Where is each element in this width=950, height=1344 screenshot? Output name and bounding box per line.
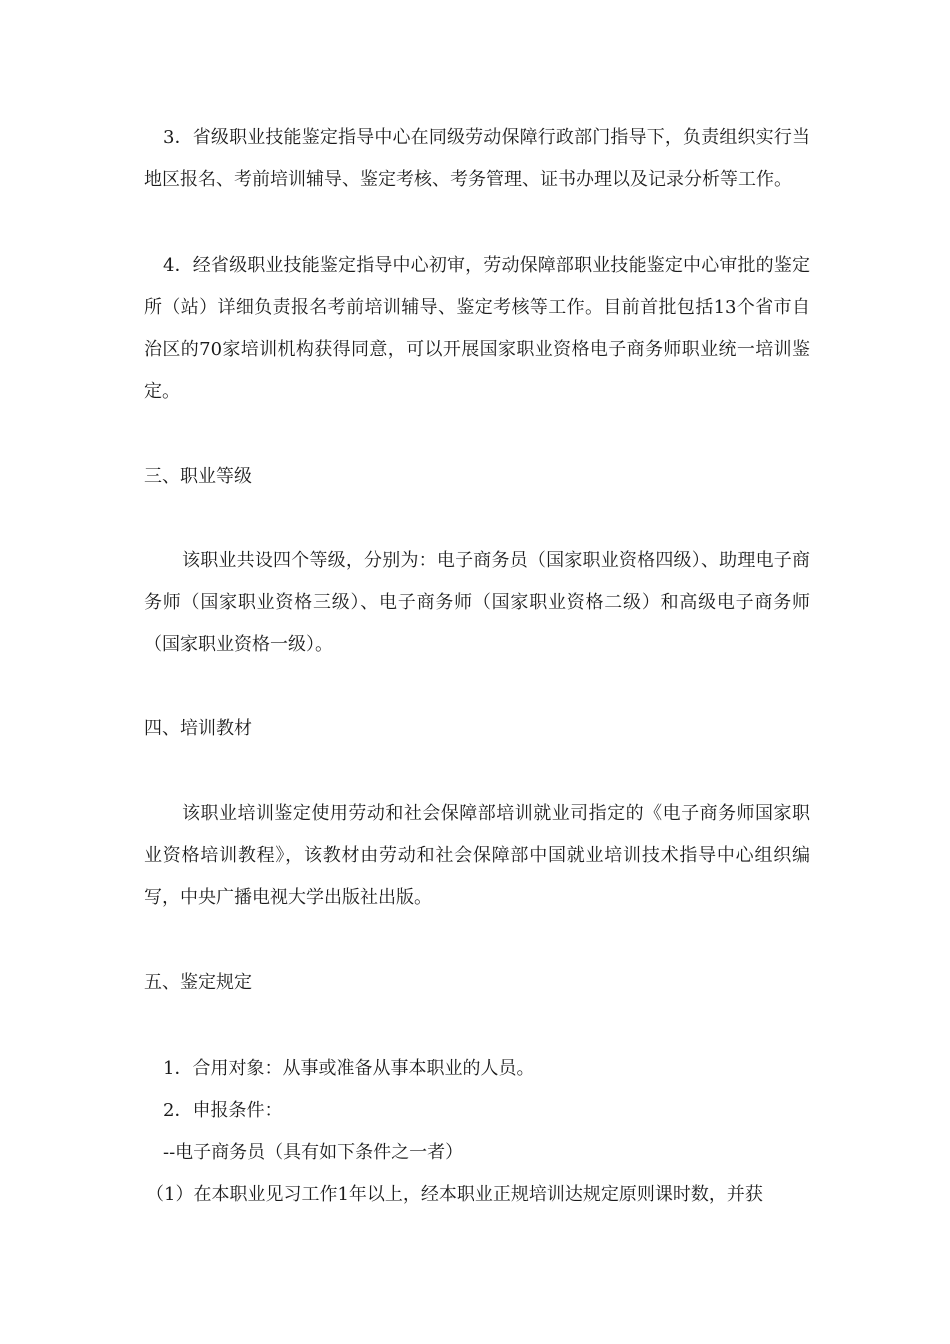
paragraph-item-3: 3．省级职业技能鉴定指导中心在同级劳动保障行政部门指导下，负责组织实行当地区报名、考前培训辅导、鉴定考核、考务管理、证书办理以及记录分析等工作。	[144, 127, 810, 190]
list-item-application-conditions: 2．申报条件：	[163, 1100, 283, 1121]
heading-section-3: 三、职业等级	[144, 466, 252, 487]
paragraph-section-4: 该职业培训鉴定使用劳动和社会保障部培训就业司指定的《电子商务师国家职业资格培训教程》，该教材由劳动和社会保障部中国就业培训技术指导中心组织编写，中央广播电视大学出版社出版。	[144, 803, 810, 908]
heading-section-5: 五、鉴定规定	[144, 972, 252, 993]
sub-heading-ecommerce-clerk: --电子商务员（具有如下条件之一者）	[163, 1142, 464, 1163]
clause-1: （1）在本职业见习工作1年以上，经本职业正规培训达规定原则课时数，并获	[146, 1184, 763, 1205]
paragraph-item-4: 4．经省级职业技能鉴定指导中心初审，劳动保障部职业技能鉴定中心审批的鉴定所（站）详细负责报名考前培训辅导、鉴定考核等工作。目前首批包括13个省市自治区的70家培训机构获得同意，可以开展国家职业资格电子商务师职业统一培训鉴定。	[144, 255, 810, 402]
list-item-applicable-targets: 1．合用对象：从事或准备从事本职业的人员。	[163, 1058, 535, 1079]
paragraph-section-3: 该职业共设四个等级，分别为：电子商务员（国家职业资格四级）、助理电子商务师（国家职业资格三级）、电子商务师（国家职业资格二级）和高级电子商务师（国家职业资格一级）。	[144, 550, 810, 655]
heading-section-4: 四、培训教材	[144, 718, 252, 739]
